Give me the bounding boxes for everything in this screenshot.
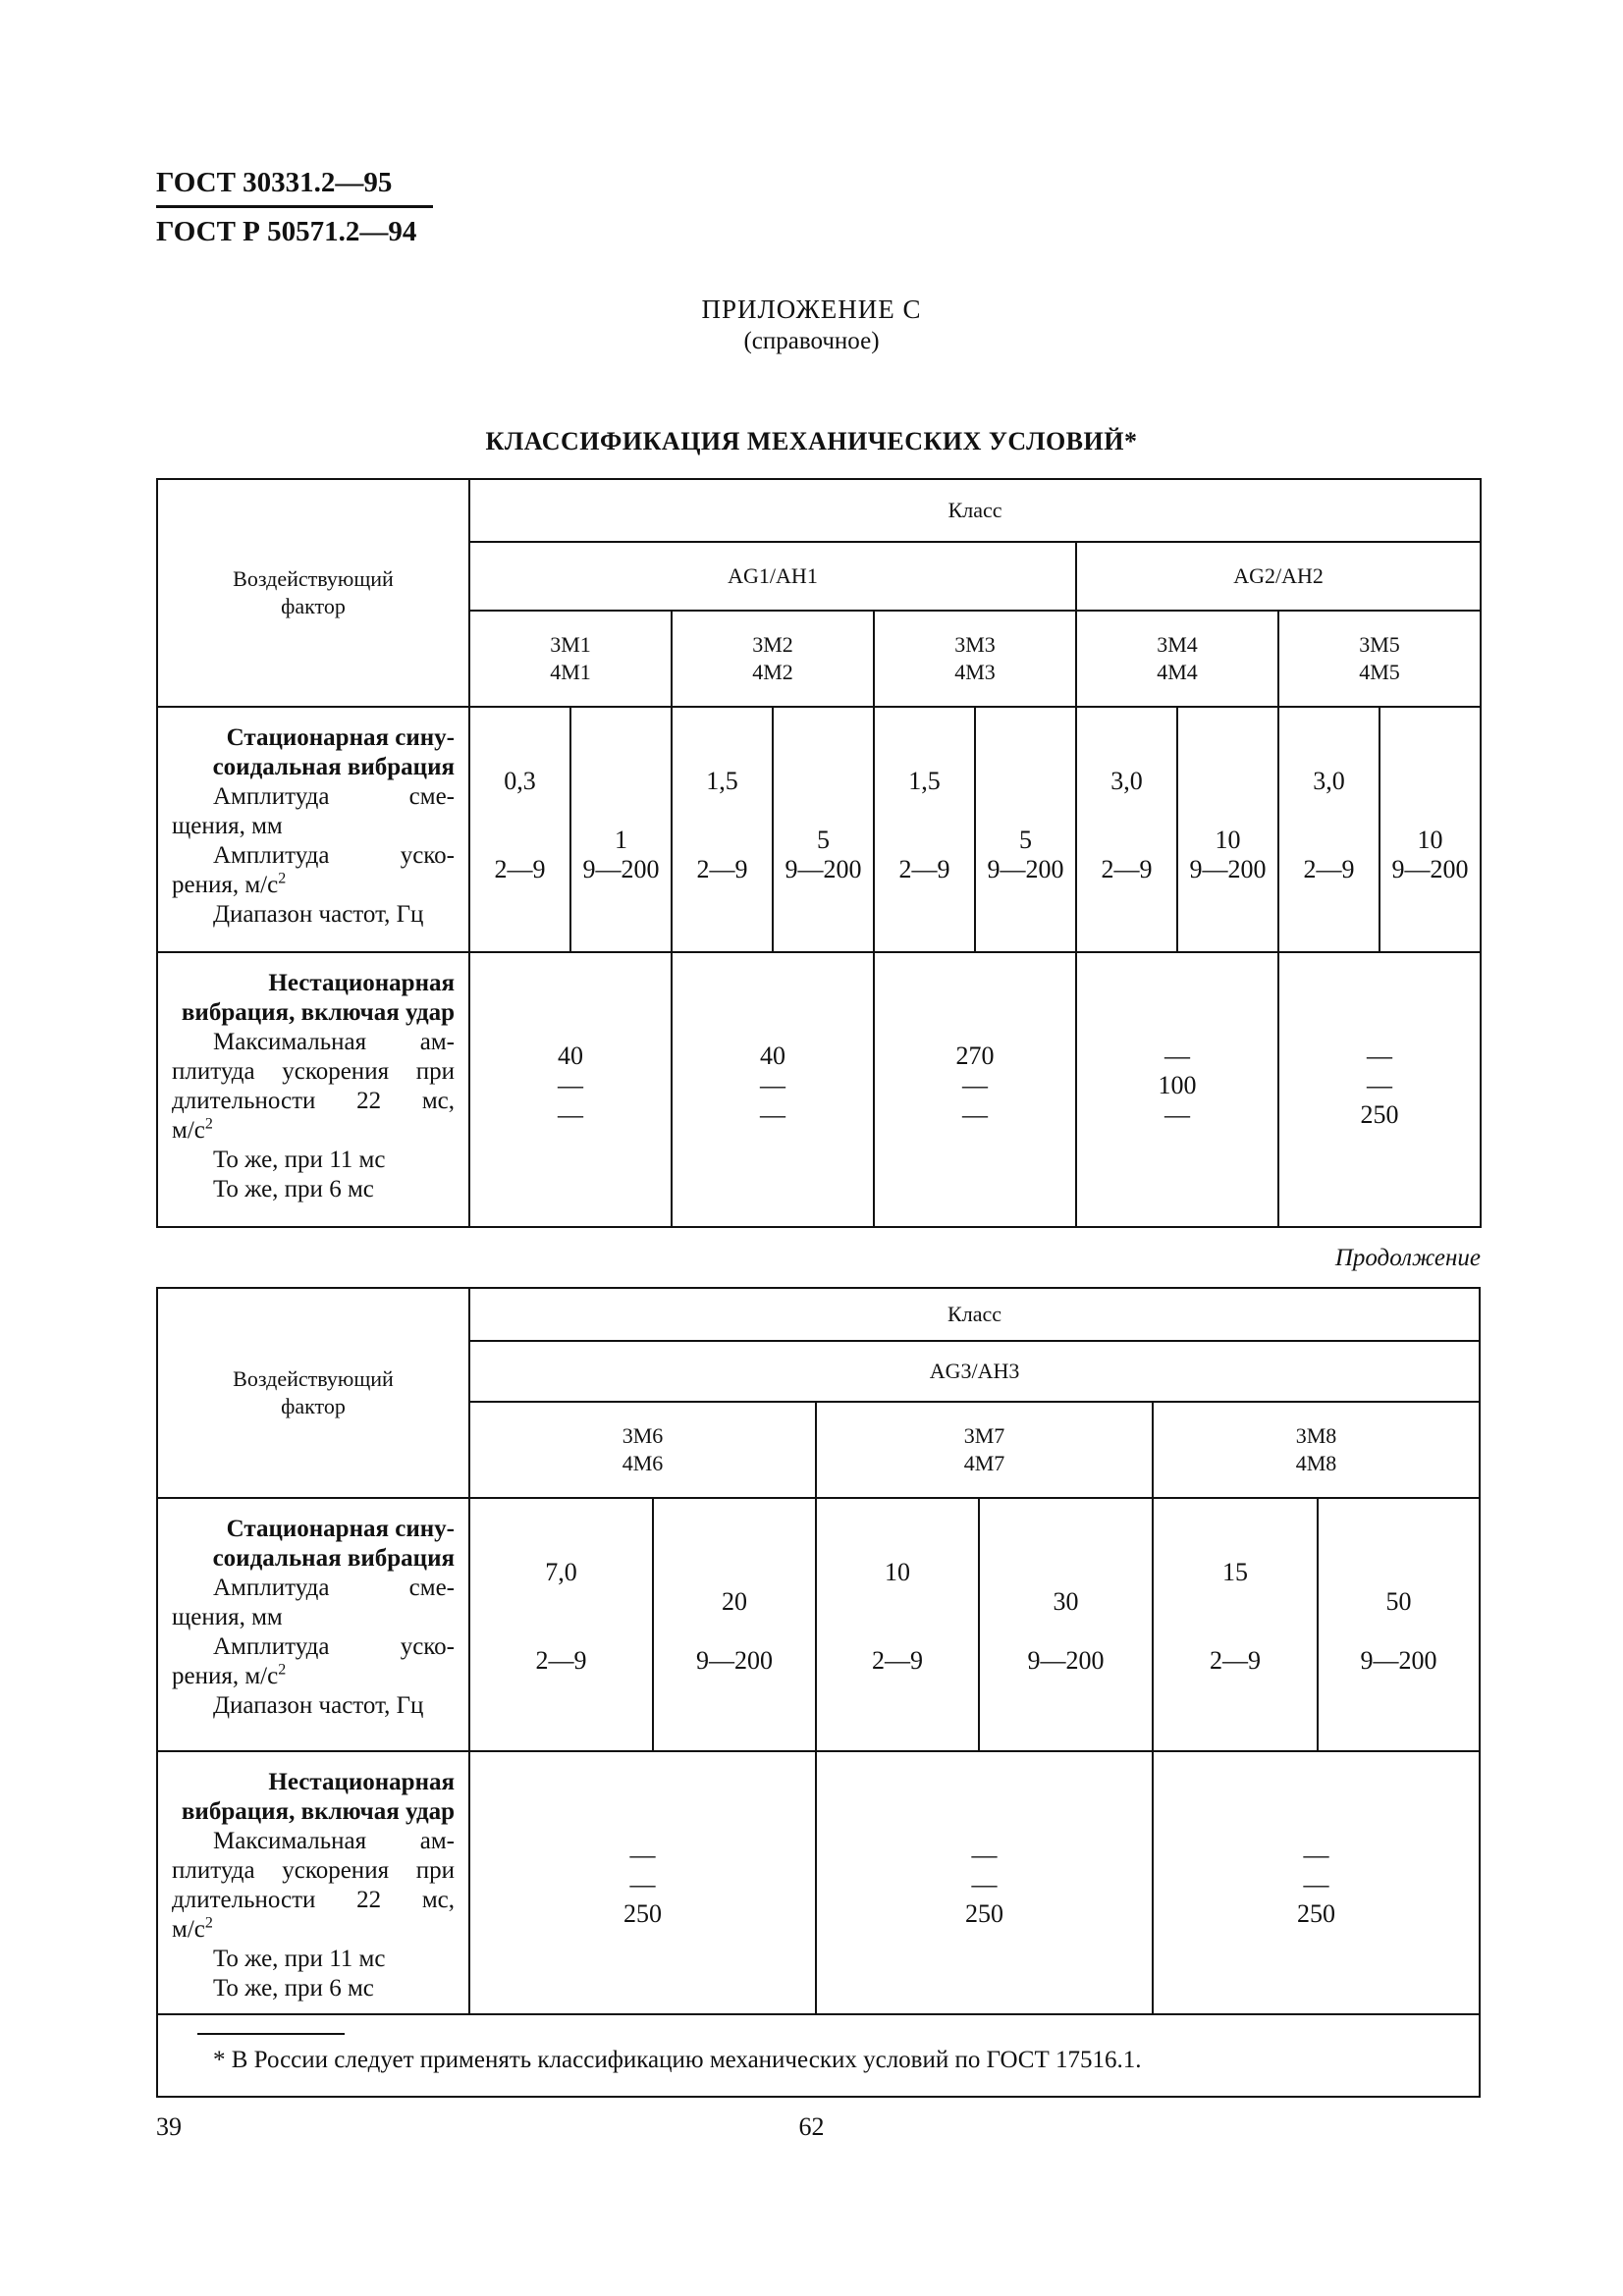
footnote-rule: [197, 2033, 345, 2035]
class-code-3m: 3M2: [752, 632, 793, 657]
class-code-3m: 3M1: [550, 632, 591, 657]
class-code-3m: 3M8: [1295, 1423, 1337, 1448]
group-header: AG3/AH3: [469, 1341, 1480, 1402]
nonst-title-line2: вибрация, включая удар: [181, 1798, 455, 1825]
nonstationary-cell: [816, 1751, 1153, 2014]
freq-low-value: 2—9: [898, 855, 950, 883]
class-code-4m: 4M3: [954, 660, 996, 684]
max-amp-line3: длительности 22 мс,: [172, 1887, 455, 1913]
table-title: КЛАССИФИКАЦИЯ МЕХАНИЧЕСКИХ УСЛОВИЙ*: [485, 427, 1138, 455]
freq-range-label: Диапазон частот, Гц: [213, 1692, 424, 1719]
displacement-value: 10: [885, 1558, 910, 1586]
factor-header-line1: Воздействующий: [233, 566, 394, 591]
freq-high-value: 9—200: [1360, 1646, 1437, 1675]
page-number-center: 62: [798, 2112, 825, 2141]
accel-22ms-value: —: [1303, 1841, 1329, 1869]
classification-table-2: [156, 1287, 1481, 2098]
freq-low-value: 2—9: [535, 1646, 587, 1675]
class-header: Класс: [469, 479, 1481, 542]
displacement-value: 3,0: [1313, 767, 1345, 795]
accel-11ms-value: —: [962, 1071, 988, 1099]
displacement-value: 15: [1222, 1558, 1248, 1586]
class-code-4m: 4M4: [1157, 660, 1198, 684]
nonstationary-cell: [1076, 952, 1278, 1227]
acceleration-value: 5: [1019, 826, 1032, 854]
class-code-cell: [1153, 1402, 1480, 1498]
page-number-left: 39: [156, 2112, 182, 2141]
accel-22ms-value: 270: [955, 1041, 995, 1070]
accel-6ms-value: 250: [623, 1899, 662, 1928]
header-rule: [156, 205, 433, 208]
accel-6ms-value: —: [558, 1100, 583, 1129]
class-code-3m: 3M3: [954, 632, 996, 657]
freq-low-value: 2—9: [696, 855, 748, 883]
freq-high-value: 9—200: [582, 855, 660, 883]
accel-22ms-value: 40: [760, 1041, 785, 1070]
max-amp-line2: плитуда ускорения при: [172, 1058, 455, 1085]
nonstationary-vibration-factor: [157, 952, 469, 1227]
displacement-cell: [874, 707, 975, 952]
acceleration-value: 1: [615, 826, 627, 854]
displacement-cell: [469, 1498, 653, 1751]
acceleration-cell: [570, 707, 672, 952]
acceleration-value: 10: [1215, 826, 1241, 854]
acceleration-cell: [1177, 707, 1278, 952]
displacement-cell: [1076, 707, 1177, 952]
same-6ms-label: То же, при 6 мс: [213, 1176, 374, 1202]
class-code-4m: 4M1: [550, 660, 591, 684]
displacement-value: 7,0: [545, 1558, 577, 1586]
accel-22ms-value: 40: [558, 1041, 583, 1070]
nonst-title-line2: вибрация, включая удар: [181, 999, 455, 1026]
class-code-4m: 4M8: [1295, 1451, 1337, 1475]
sin-title-line2: соидальная вибрация: [212, 754, 455, 780]
factor-header-line2: фактор: [281, 594, 346, 618]
accel-11ms-value: —: [1303, 1870, 1329, 1898]
acceleration-value: 5: [817, 826, 830, 854]
displacement-cell: [672, 707, 773, 952]
standard-number-1: ГОСТ 30331.2—95: [156, 167, 393, 198]
class-code-cell: [469, 611, 672, 707]
class-header: Класс: [469, 1288, 1480, 1341]
nonst-title-line1: Нестационарная: [268, 970, 455, 996]
class-code-4m: 4M2: [752, 660, 793, 684]
sinusoidal-vibration-factor: [157, 1498, 469, 1751]
max-amp-line4: $м/с^2$: [172, 1115, 213, 1144]
freq-high-value: 9—200: [1027, 1646, 1105, 1675]
nonstationary-cell: [1278, 952, 1481, 1227]
acceleration-cell: [979, 1498, 1153, 1751]
acceleration-value: 10: [1417, 826, 1443, 854]
acceleration-cell: [1380, 707, 1481, 952]
max-amp-line1: Максимальная ам-: [213, 1029, 455, 1055]
max-amp-line3: длительности 22 мс,: [172, 1088, 455, 1114]
acceleration-cell: [1318, 1498, 1480, 1751]
acceleration-cell: [975, 707, 1076, 952]
accel-6ms-value: 250: [1360, 1100, 1399, 1129]
sin-title-line1: Стационарная сину-: [226, 724, 455, 751]
class-code-cell: [874, 611, 1076, 707]
nonstationary-vibration-factor: [157, 1751, 469, 2014]
amp-acc-line1: Амплитуда уско-: [213, 1633, 455, 1660]
class-code-3m: 3M5: [1359, 632, 1400, 657]
factor-header: [157, 1288, 469, 1498]
class-code-3m: 3M7: [963, 1423, 1005, 1448]
class-code-cell: [1278, 611, 1481, 707]
standard-number-2: ГОСТ Р 50571.2—94: [156, 216, 417, 247]
max-amp-line1: Максимальная ам-: [213, 1828, 455, 1854]
class-code-cell: [469, 1402, 816, 1498]
amp-disp-line2: щения, мм: [172, 813, 283, 839]
classification-table-1: [156, 478, 1482, 1228]
class-code-4m: 4M5: [1359, 660, 1400, 684]
same-11ms-label: То же, при 11 мс: [213, 1147, 386, 1173]
amp-acc-line1: Амплитуда уско-: [213, 842, 455, 869]
displacement-value: 1,5: [908, 767, 941, 795]
max-amp-line2: плитуда ускорения при: [172, 1857, 455, 1884]
accel-22ms-value: —: [629, 1841, 656, 1869]
sin-title-line2: соидальная вибрация: [212, 1545, 455, 1572]
accel-6ms-value: —: [962, 1100, 988, 1129]
freq-high-value: 9—200: [987, 855, 1064, 883]
accel-11ms-value: 100: [1158, 1071, 1197, 1099]
factor-header-line2: фактор: [281, 1394, 346, 1418]
class-code-3m: 3M6: [622, 1423, 664, 1448]
displacement-value: 0,3: [504, 767, 536, 795]
class-code-4m: 4M6: [622, 1451, 664, 1475]
freq-low-value: 2—9: [494, 855, 546, 883]
group-header: AG2/AH2: [1076, 542, 1481, 611]
accel-6ms-value: —: [760, 1100, 785, 1129]
accel-11ms-value: —: [971, 1870, 998, 1898]
acceleration-value: 30: [1053, 1587, 1079, 1616]
nonstationary-cell: [1153, 1751, 1480, 2014]
displacement-value: 1,5: [706, 767, 738, 795]
acceleration-cell: [653, 1498, 816, 1751]
accel-6ms-value: 250: [965, 1899, 1003, 1928]
accel-22ms-value: —: [1367, 1041, 1393, 1070]
accel-6ms-value: 250: [1297, 1899, 1336, 1928]
footnote-cell: [157, 2014, 1480, 2097]
factor-header-line1: Воздействующий: [233, 1366, 394, 1391]
same-6ms-label: То же, при 6 мс: [213, 1975, 374, 2002]
accel-11ms-value: —: [760, 1071, 785, 1099]
continuation-label: Продолжение: [1334, 1245, 1481, 1271]
freq-range-label: Диапазон частот, Гц: [213, 901, 424, 928]
nonst-title-line1: Нестационарная: [268, 1769, 455, 1795]
nonstationary-cell: [469, 1751, 816, 2014]
sin-title-line1: Стационарная сину-: [226, 1516, 455, 1542]
footnote: * В России следует применять классификацию механических условий по ГОСТ 17516.1.: [213, 2047, 1142, 2073]
displacement-value: 3,0: [1110, 767, 1143, 795]
accel-22ms-value: —: [971, 1841, 998, 1869]
freq-high-value: 9—200: [1189, 855, 1267, 883]
nonstationary-cell: [874, 952, 1076, 1227]
appendix-note: (справочное): [743, 328, 880, 354]
freq-high-value: 9—200: [784, 855, 862, 883]
class-code-cell: [816, 1402, 1153, 1498]
acceleration-value: 20: [722, 1587, 747, 1616]
accel-22ms-value: —: [1164, 1041, 1190, 1070]
accel-11ms-value: —: [629, 1870, 656, 1898]
accel-11ms-value: —: [1367, 1071, 1393, 1099]
freq-high-value: 9—200: [696, 1646, 773, 1675]
freq-low-value: 2—9: [872, 1646, 923, 1675]
amp-acc-line2: рения, $м/с^2$: [172, 870, 287, 898]
appendix-title: ПРИЛОЖЕНИЕ С: [701, 294, 922, 324]
displacement-cell: [1278, 707, 1380, 952]
acceleration-cell: [773, 707, 874, 952]
nonstationary-cell: [672, 952, 874, 1227]
freq-low-value: 2—9: [1303, 855, 1355, 883]
max-amp-line4: $м/с^2$: [172, 1914, 213, 1943]
sinusoidal-vibration-factor: [157, 707, 469, 952]
factor-header: [157, 479, 469, 707]
nonstationary-cell: [469, 952, 672, 1227]
freq-high-value: 9—200: [1391, 855, 1469, 883]
displacement-cell: [469, 707, 570, 952]
accel-6ms-value: —: [1164, 1100, 1190, 1129]
group-header: AG1/AH1: [469, 542, 1076, 611]
class-code-4m: 4M7: [963, 1451, 1005, 1475]
displacement-cell: [1153, 1498, 1318, 1751]
acceleration-value: 50: [1385, 1587, 1412, 1616]
freq-low-value: 2—9: [1101, 855, 1153, 883]
amp-disp-line2: щения, мм: [172, 1604, 283, 1630]
amp-disp-line1: Амплитуда сме-: [213, 1575, 455, 1601]
same-11ms-label: То же, при 11 мс: [213, 1946, 386, 1972]
freq-low-value: 2—9: [1210, 1646, 1261, 1675]
class-code-cell: [1076, 611, 1278, 707]
displacement-cell: [816, 1498, 979, 1751]
class-code-cell: [672, 611, 874, 707]
accel-11ms-value: —: [558, 1071, 583, 1099]
amp-disp-line1: Амплитуда сме-: [213, 783, 455, 810]
class-code-3m: 3M4: [1157, 632, 1198, 657]
amp-acc-line2: рения, $м/с^2$: [172, 1661, 287, 1689]
